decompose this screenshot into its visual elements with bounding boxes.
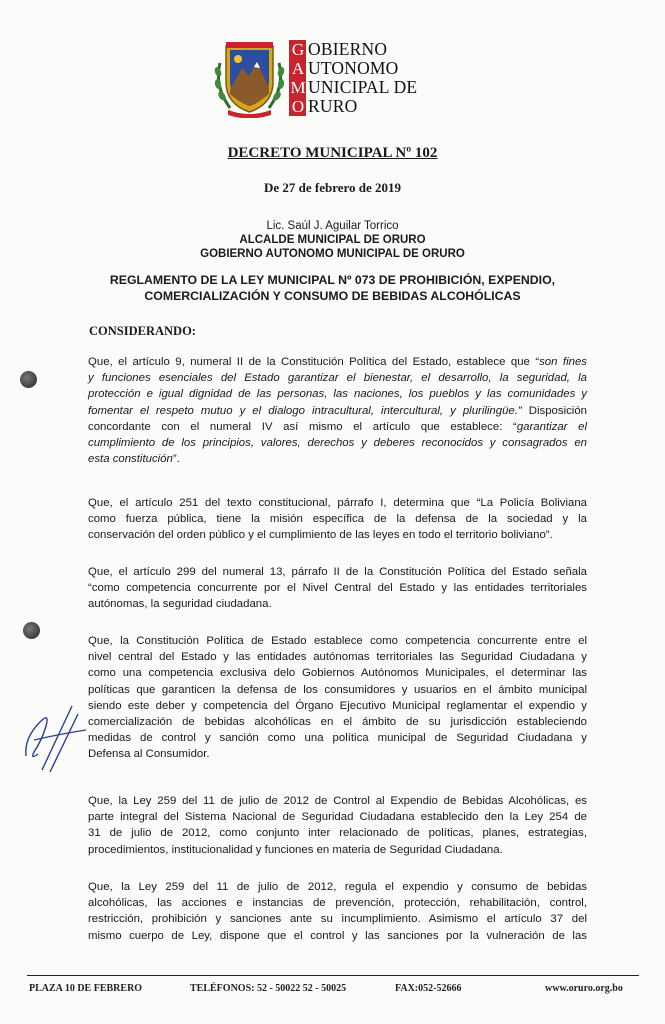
footer-phones: TELÉFONOS: 52 - 50022 52 - 50025 [190, 983, 347, 994]
decree-title-text: DECRETO MUNICIPAL Nº 102 [227, 145, 438, 161]
logo-word: UNICIPAL DE [308, 77, 418, 97]
paragraph-4 [88, 633, 587, 763]
paragraph-line: Que, la Constitución Política de Estado establece como competencia concurrente entre el [88, 635, 587, 647]
municipal-seal-logo [212, 38, 287, 118]
paragraph-line: parte integral del Sistema Nacional de Seguridad Ciudadana establecido den la Ley 254 de [88, 811, 587, 824]
footer-website: www.oruro.org.bo [545, 983, 623, 994]
paragraph-line: mismo cuerpo de Ley, dispone que el control y las sanciones por la vulneración de las [88, 929, 587, 942]
logo-letter: M [290, 78, 306, 97]
paragraph-6 [88, 879, 587, 944]
logo-word: UTONOMO [308, 58, 399, 78]
paragraph-line: Que, la Ley 259 del 11 de julio de 2012 de Control al Expendio de Bebidas Alcohólicas, es [88, 795, 587, 807]
paragraph-line: Que, el artículo 9, numeral II de la Constitución Política del Estado, establece que “son fines [88, 356, 587, 368]
paragraph-line: Que, el artículo 299 del numeral 13, párrafo II de la Constitución Política del Estado señala [88, 566, 587, 578]
signer-block [0, 219, 665, 261]
paragraph-line: Que, la Ley 259 del 11 de julio de 2012, regula el expendio y consumo de bebidas [88, 881, 587, 893]
paragraph-2 [88, 495, 587, 544]
regulation-heading-line: COMERCIALIZACIÓN Y CONSUMO DE BEBIDAS ALCOHÓLICAS [144, 289, 521, 303]
footer-fax: FAX:052-52666 [395, 983, 462, 994]
paragraph-line: medidas de control y sanción como una política municipal de Seguridad Ciudadana y [88, 732, 587, 745]
punch-hole-bottom [23, 622, 40, 639]
paragraph-line: siendo este deber y competencia del Órgano Ejecutivo Municipal reglamentar el expendio y [88, 699, 587, 712]
regulation-heading [50, 272, 615, 304]
paragraph-line: alcohólicas, las acciones e instancias de prevención, protección, rehabilitación, control, [88, 897, 587, 910]
signer-name: Lic. Saúl J. Aguilar Torrico [266, 220, 399, 232]
paragraph-5 [88, 793, 587, 858]
paragraph-1 [88, 354, 587, 467]
decree-title [0, 145, 665, 162]
paragraph-line: como fuerza pública, tiene la misión específica de la defensa de la sociedad y la [88, 513, 587, 526]
handwritten-initials [20, 700, 90, 780]
logo-row-gobierno [289, 40, 459, 59]
paragraph-line: cumplimiento de los principios, valores, derechos y deberes reconocidos y consagrados en [88, 437, 587, 450]
signer-organization: GOBIERNO AUTONOMO MUNICIPAL DE ORURO [200, 248, 465, 260]
paragraph-line: autónomas, la seguridad ciudadana. [88, 598, 272, 611]
paragraph-line: concordante con el numeral IV así mismo el artículo que establece: “garantizar el [88, 420, 587, 433]
paragraph-3 [88, 564, 587, 613]
paragraph-line: fomentar el respeto mutuo y el dialogo intracultural, intercultural, y plurilingüe.” Disposición [88, 404, 587, 417]
logo-word: RURO [308, 96, 358, 116]
paragraph-line: políticas que garanticen la defensa de los consumidores y usuarios en el ámbito municipal [88, 683, 587, 696]
signer-role: ALCALDE MUNICIPAL DE ORURO [239, 234, 426, 246]
logo-row-autonomo [289, 59, 459, 78]
paragraph-line: esta constitución”. [88, 453, 180, 466]
paragraph-line: comercialización de bebidas alcohólicas en el ámbito de su jurisdicción estableciendo [88, 716, 587, 729]
logo-letter: O [291, 97, 305, 116]
decree-date: De 27 de febrero de 2019 [263, 180, 402, 195]
paragraph-line: como una competencia exclusiva delo Gobiernos Autónomos Municipales, el determinar las [88, 667, 587, 680]
paragraph-line: restricción, prohibición y sanciones ante su incumplimiento. Asimismo el artículo 37 del [88, 913, 587, 926]
paragraph-line: Que, el artículo 251 del texto constitucional, párrafo I, determina que “La Policía Boliviana [88, 497, 587, 509]
logo-word: OBIERNO [308, 39, 388, 59]
paragraph-line: Defensa al Consumidor. [88, 748, 210, 761]
paragraph-line: nivel central del Estado y las entidades autónomas territoriales las Seguridad Ciudadana y [88, 651, 587, 664]
footer-divider [27, 975, 639, 976]
considerando-heading: CONSIDERANDO: [89, 324, 196, 338]
paragraph-line: 31 de julio de 2012, como conjunto inter relacionado de políticas, planes, estrategias, [88, 827, 587, 840]
paragraph-line: conservación del orden público y el cumplimiento de las leyes en todo el territorio boliviano”. [88, 529, 553, 542]
logo-row-municipal [289, 78, 459, 97]
gamo-wordmark-logo [289, 40, 459, 116]
logo-letter: A [291, 59, 305, 78]
paragraph-line: protección e igual dignidad de las personas, las naciones, los pueblos y las comunidades y [88, 388, 587, 401]
logo-letter: G [291, 40, 305, 59]
logo-row-oruro [289, 97, 459, 116]
regulation-heading-line: REGLAMENTO DE LA LEY MUNICIPAL Nº 073 DE PROHIBICIÓN, EXPENDIO, [109, 273, 556, 287]
footer-address: PLAZA 10 DE FEBRERO [29, 983, 143, 994]
paragraph-line: “como competencia concurrente por el Nivel Central del Estado y las entidades territoriales [88, 582, 587, 595]
punch-hole-top [20, 371, 37, 388]
paragraph-line: procedimientos, institucionalidad y funciones en materia de Seguridad Ciudadana. [88, 843, 503, 856]
paragraph-line: y funciones esenciales del Estado garantizar el bienestar, el desarrollo, la seguridad, la [88, 372, 587, 385]
